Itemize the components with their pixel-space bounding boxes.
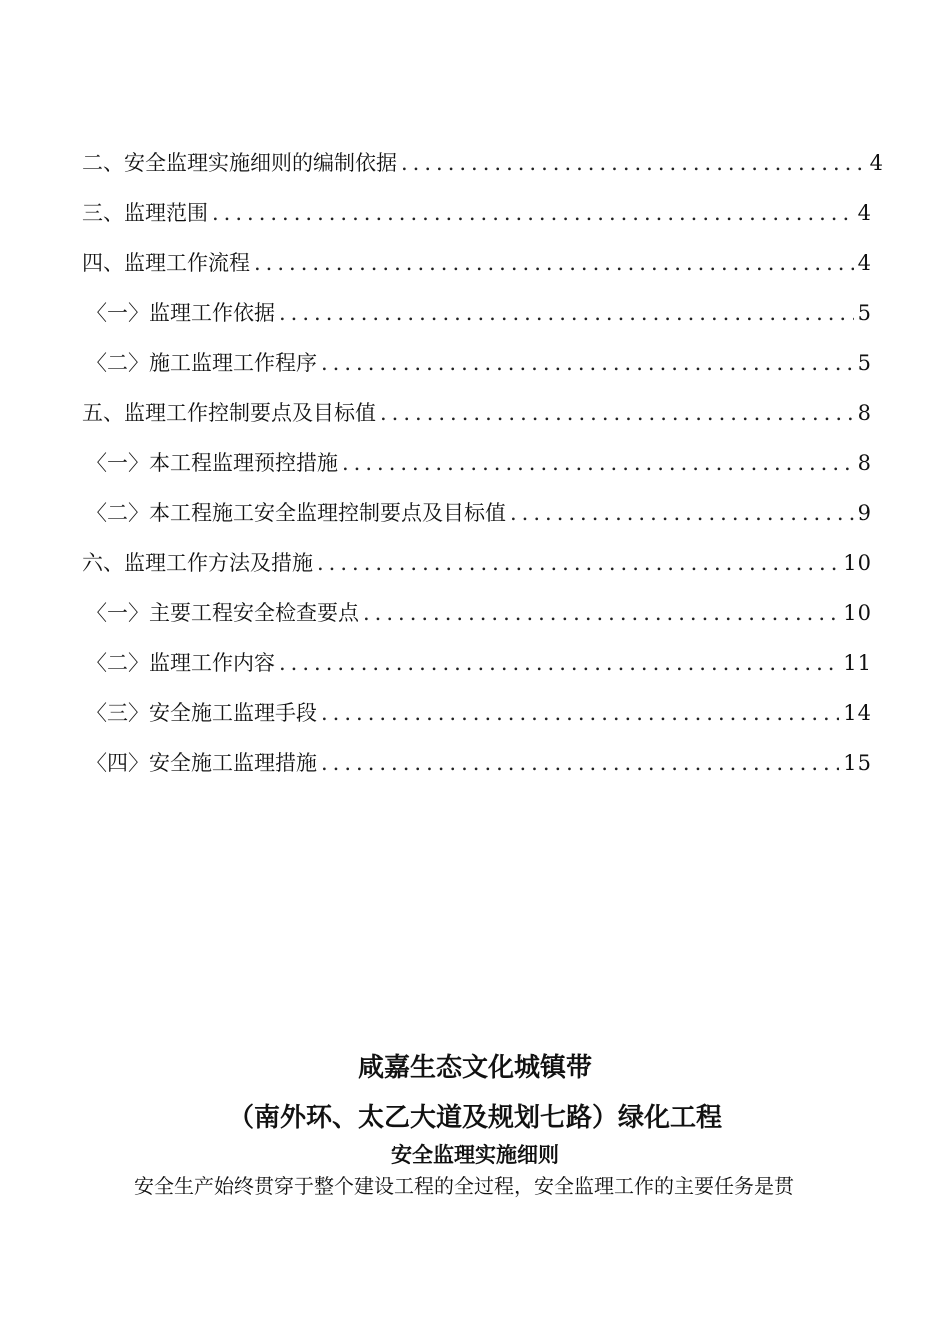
toc-entry-page: 8 [857, 401, 872, 425]
toc-leader-dots [380, 398, 854, 428]
toc-leader-dots [342, 448, 854, 478]
toc-entry[interactable] [82, 328, 872, 378]
toc-entry-label: 四、监理工作流程 [82, 251, 250, 275]
toc-entry-label: 〈三〉安全施工监理手段 [86, 701, 317, 725]
toc-entry[interactable] [82, 678, 872, 728]
toc-leader-dots [254, 248, 854, 278]
toc-entry[interactable] [82, 628, 872, 678]
toc-entry-page: 10 [843, 551, 872, 575]
toc-leader-dots [317, 548, 839, 578]
section-heading: 安全监理实施细则 [391, 1143, 559, 1167]
toc-entry-page: 4 [869, 151, 884, 175]
toc-entry-label: 〈一〉监理工作依据 [86, 301, 275, 325]
document-subtitle: （南外环、太乙大道及规划七路）绿化工程 [227, 1103, 722, 1133]
toc-entry[interactable] [82, 728, 872, 778]
toc-leader-dots [510, 498, 854, 528]
toc-entry[interactable] [82, 528, 872, 578]
document-title: 咸嘉生态文化城镇带 [357, 1053, 592, 1083]
toc-leader-dots [279, 648, 839, 678]
toc-entry-page: 8 [857, 451, 872, 475]
toc-entry-page: 11 [843, 651, 872, 675]
toc-leader-dots [321, 698, 839, 728]
toc-entry[interactable] [82, 278, 872, 328]
toc-entry-page: 4 [857, 201, 872, 225]
toc-leader-dots [279, 298, 854, 328]
toc-entry-page: 5 [857, 301, 872, 325]
toc-entry-label: 二、安全监理实施细则的编制依据 [82, 151, 397, 175]
toc-entry-page: 9 [857, 501, 872, 525]
toc-entry-label: 〈二〉监理工作内容 [86, 651, 275, 675]
toc-entry-page: 10 [843, 601, 872, 625]
toc-leader-dots [401, 148, 866, 178]
toc-entry-page: 5 [857, 351, 872, 375]
toc-entry-label: 〈二〉施工监理工作程序 [86, 351, 317, 375]
toc-leader-dots [321, 748, 839, 778]
toc-entry[interactable] [82, 428, 872, 478]
body-paragraph: 安全生产始终贯穿于整个建设工程的全过程，安全监理工作的主要任务是贯 [134, 1174, 794, 1198]
table-of-contents [82, 128, 884, 778]
toc-entry[interactable] [82, 178, 872, 228]
toc-entry-label: 〈一〉主要工程安全检查要点 [86, 601, 359, 625]
toc-entry-label: 三、监理范围 [82, 201, 208, 225]
toc-leader-dots [321, 348, 854, 378]
toc-leader-dots [212, 198, 854, 228]
toc-entry-label: 〈四〉安全施工监理措施 [86, 751, 317, 775]
toc-entry-label: 〈一〉本工程监理预控措施 [86, 451, 338, 475]
toc-entry-label: 六、监理工作方法及措施 [82, 551, 313, 575]
toc-entry-page: 14 [843, 701, 872, 725]
toc-entry-page: 15 [843, 751, 872, 775]
toc-entry-label: 〈二〉本工程施工安全监理控制要点及目标值 [86, 501, 506, 525]
toc-entry[interactable] [82, 228, 872, 278]
toc-entry-label: 五、监理工作控制要点及目标值 [82, 401, 376, 425]
toc-leader-dots [363, 598, 839, 628]
toc-entry[interactable] [82, 378, 872, 428]
toc-entry-page: 4 [857, 251, 872, 275]
toc-entry[interactable] [82, 478, 872, 528]
toc-entry[interactable] [82, 578, 872, 628]
toc-entry[interactable] [82, 128, 884, 178]
